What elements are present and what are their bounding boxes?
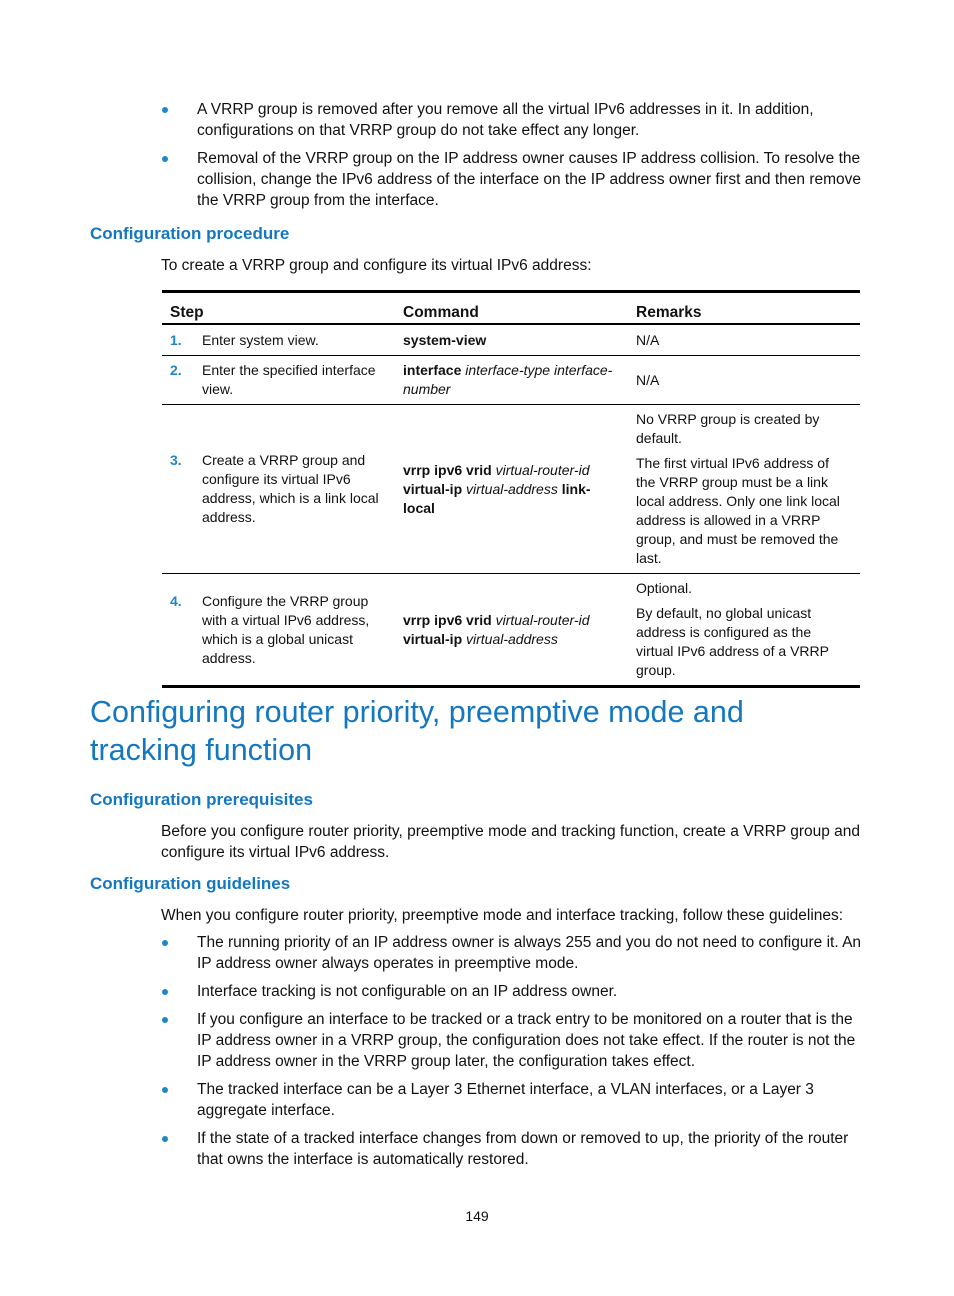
command-cell — [395, 356, 628, 405]
step-cell — [162, 324, 395, 356]
step-cell — [162, 405, 395, 574]
step-text: Enter system view. — [202, 332, 319, 348]
list-item: The tracked interface can be a Layer 3 Ethernet interface, a VLAN interfaces, or a Layer 3 aggregate interface. — [160, 1079, 866, 1121]
command-keyword: virtual-ip — [403, 630, 463, 647]
step-cell — [162, 356, 395, 405]
step-cell — [162, 574, 395, 687]
procedure-intro: To create a VRRP group and configure its virtual IPv6 address: — [161, 257, 592, 274]
step-number: 4. — [170, 592, 182, 609]
command-cell — [395, 574, 628, 687]
top-bullet-list — [160, 99, 866, 218]
command-header: Command — [395, 292, 628, 325]
bullet-icon — [162, 940, 168, 946]
list-item: Interface tracking is not configurable on an IP address owner. — [160, 981, 866, 1002]
command-keyword: vrrp ipv6 vrid — [403, 461, 492, 478]
list-item: If the state of a tracked interface changes from down or removed to up, the priority of the router that owns the interface is automatically restored. — [160, 1128, 866, 1170]
command-argument: interface-type interface-number — [403, 362, 613, 397]
table-row — [162, 324, 860, 356]
command-keyword: vrrp ipv6 vrid — [403, 611, 492, 628]
bullet-icon — [162, 989, 168, 995]
command-cell — [395, 324, 628, 356]
step-number: 3. — [170, 452, 182, 468]
command-table — [162, 290, 860, 688]
command-argument: virtual-address — [466, 480, 558, 497]
table-row — [162, 356, 860, 405]
bullet-icon — [162, 107, 168, 113]
bullet-icon — [162, 1136, 168, 1142]
command-keyword: system-view — [403, 331, 487, 348]
command-keyword: interface — [403, 362, 462, 378]
table-header-row — [162, 292, 860, 325]
command-cell — [395, 405, 628, 574]
remarks-cell — [628, 324, 860, 356]
remark-text: Optional. — [636, 580, 693, 596]
remarks-cell — [628, 574, 860, 687]
page-number: 149 — [465, 1208, 489, 1224]
remark-text: No VRRP group is created by default. — [636, 411, 820, 446]
remarks-header: Remarks — [628, 292, 860, 325]
remark-text: The first virtual IPv6 address of the VRRP group must be a link local address. Only one link local address is allowed in a VRRP group, and must be removed the last. — [636, 455, 840, 566]
step-text: Configure the VRRP group with a virtual IPv6 address, which is a global unicast address. — [202, 592, 370, 666]
step-text: Create a VRRP group and configure its virtual IPv6 address, which is a link local address. — [202, 452, 379, 525]
table-row — [162, 405, 860, 574]
list-item: If you configure an interface to be tracked or a track entry to be monitored on a router that is the IP address owner in a VRRP group, the configuration does not take effect. If the router is not the IP address owner in the VRRP group later, the configuration takes effect. — [160, 1009, 866, 1072]
step-header: Step — [162, 292, 395, 325]
remarks-cell — [628, 405, 860, 574]
list-item: Removal of the VRRP group on the IP address owner causes IP address collision. To resolve the collision, change the IPv6 address of the interface on the IP address owner first and then remove the VRRP group from the interface. — [160, 148, 866, 211]
prerequisites-text: Before you configure router priority, preemptive mode and tracking function, create a VRRP group and configure its virtual IPv6 address. — [161, 823, 861, 861]
bullet-icon — [162, 1087, 168, 1093]
remark-text: N/A — [636, 331, 660, 348]
guidelines-intro: When you configure router priority, preemptive mode and interface tracking, follow these guidelines: — [161, 907, 844, 924]
section-title: Configuring router priority, preemptive mode and tracking function — [90, 695, 744, 767]
bullet-icon — [162, 156, 168, 162]
remark-text: By default, no global unicast address is configured as the virtual IPv6 address of a VRRP group. — [636, 605, 829, 678]
step-number: 2. — [170, 362, 182, 378]
guidelines-list — [160, 932, 866, 1177]
command-argument: virtual-router-id — [495, 611, 590, 628]
step-number: 1. — [170, 332, 182, 348]
command-argument: virtual-address — [466, 630, 558, 647]
command-argument: virtual-router-id — [495, 461, 590, 478]
command-keyword: link-local — [403, 480, 591, 516]
list-item: A VRRP group is removed after you remove all the virtual IPv6 addresses in it. In addition, configurations on that VRRP group do not take effect any longer. — [160, 99, 866, 141]
table-row — [162, 574, 860, 687]
configuration-procedure-heading: Configuration procedure — [90, 224, 290, 243]
remark-text: N/A — [636, 371, 660, 388]
list-item: The running priority of an IP address owner is always 255 and you do not need to configure it. An IP address owner always operates in preemptive mode. — [160, 932, 866, 974]
command-keyword: virtual-ip — [403, 480, 463, 497]
remarks-cell — [628, 356, 860, 405]
prerequisites-heading: Configuration prerequisites — [90, 790, 313, 809]
guidelines-heading: Configuration guidelines — [90, 874, 291, 893]
bullet-icon — [162, 1017, 168, 1023]
step-text: Enter the specified interface view. — [202, 362, 376, 397]
